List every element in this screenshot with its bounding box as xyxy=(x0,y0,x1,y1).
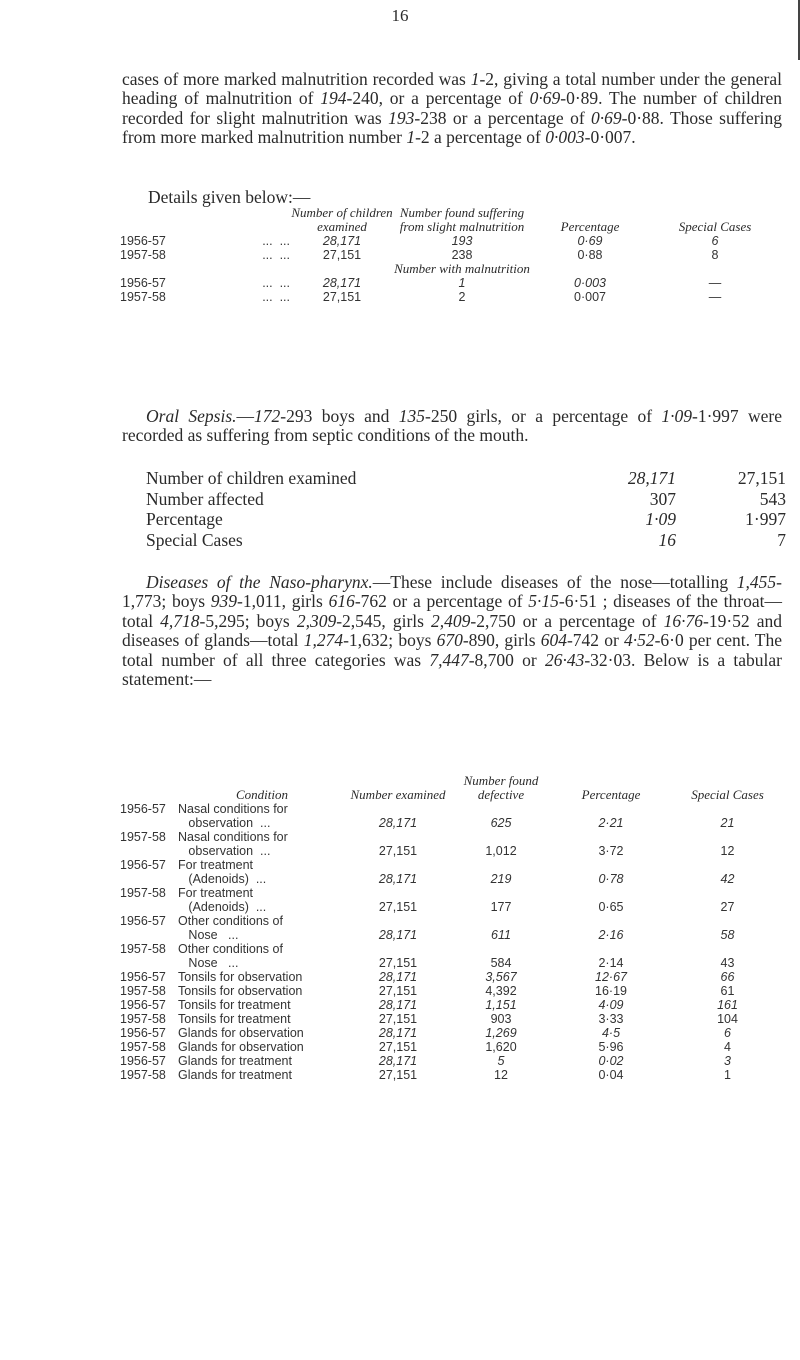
table-row: 1957-58 Glands for treatment 27,151 12 0·04 1 xyxy=(120,1068,731,1082)
table-row: Special Cases 16 7 xyxy=(146,529,786,550)
condition-cell: Nasal conditions for observation ... xyxy=(178,802,288,830)
table-row: 1957-58 ... ... 27,151 238 0·88 8 xyxy=(120,248,719,262)
header-found-slight: Number found suffering from slight malnutrition xyxy=(399,205,525,234)
table-row: Number affected 307 543 xyxy=(146,488,786,509)
condition-cell: Tonsils for observation xyxy=(178,984,303,998)
condition-cell: Glands for treatment xyxy=(178,1054,292,1068)
intro-paragraph: cases of more marked malnutrition recorded was 1-2, giving a total number under the general heading of malnutrition of 194-240, or a percentage of 0·69-0·89. The number of children recorded for slight malnutrition was 193-238 or a percentage of 0·69-0·88. Those suffering from more marked malnutrition number 1-2 a percentage of 0·003-0·007. xyxy=(122,69,783,148)
header-number-found-defective: Number found defective xyxy=(463,773,539,802)
condition-cell: Nasal conditions for observation ... xyxy=(178,830,288,858)
oral-sepsis-table xyxy=(146,468,786,550)
condition-cell: Tonsils for treatment xyxy=(178,998,291,1012)
subheader-with-malnutrition: Number with malnutrition xyxy=(394,261,530,276)
table-row: 1956-57 ... ... 28,171 193 0·69 6 xyxy=(120,234,719,248)
condition-cell: For treatment (Adenoids) ... xyxy=(178,858,267,886)
table-row: 1957-58 Nasal conditions for observation ... 27,151 1,012 3·72 12 xyxy=(120,830,735,858)
page-number: 16 xyxy=(391,6,409,25)
table-row: Number of children examined 28,171 27,151 xyxy=(146,468,786,488)
header-examined: Number of children examined xyxy=(291,205,393,234)
table-row: 1957-58 For treatment (Adenoids) ... 27,151 177 0·65 27 xyxy=(120,886,735,914)
condition-cell: Other conditions of Nose ... xyxy=(178,942,283,970)
header-condition: Condition xyxy=(235,787,288,802)
table-row: 1957-58 Other conditions of Nose ... 27,151 584 2·14 43 xyxy=(120,942,735,970)
table-row: 1956-57 ... ... 28,171 1 0·003 — xyxy=(120,276,722,290)
condition-table xyxy=(120,760,785,1082)
header-special: Special Cases xyxy=(678,219,752,234)
table-row: 1957-58 Tonsils for observation 27,151 4,392 16·19 61 xyxy=(120,984,735,998)
condition-cell: Glands for observation xyxy=(178,1026,304,1040)
condition-cell: Glands for treatment xyxy=(178,1068,292,1082)
header-percentage: Percentage xyxy=(560,219,620,234)
table-row: 1957-58 Glands for observation 27,151 1,620 5·96 4 xyxy=(120,1040,731,1054)
condition-cell: Tonsils for treatment xyxy=(178,1012,291,1026)
oral-sepsis-paragraph: Oral Sepsis.—172-293 boys and 135-250 girls, or a percentage of 1·09-1·997 were recorded as suffering from septic conditions of the mouth. xyxy=(122,406,783,446)
table-row: 1957-58 Tonsils for treatment 27,151 903 3·33 104 xyxy=(120,1012,738,1026)
header-number-examined: Number examined xyxy=(350,787,446,802)
header-percentage: Percentage xyxy=(581,787,641,802)
condition-cell: Tonsils for observation xyxy=(178,970,303,984)
table-row: 1957-58 ... ... 27,151 2 0·007 — xyxy=(120,290,722,304)
section-title: Oral Sepsis. xyxy=(146,406,237,426)
details-label: Details given below:— xyxy=(148,187,311,207)
table-row: 1956-57 Glands for observation 28,171 1,269 4·5 6 xyxy=(120,1026,731,1040)
table-row: 1956-57 Glands for treatment 28,171 5 0·02 3 xyxy=(120,1054,731,1068)
header-special-cases: Special Cases xyxy=(691,787,764,802)
malnutrition-table xyxy=(120,206,780,304)
table-row: 1956-57 Nasal conditions for observation ... 28,171 625 2·21 21 xyxy=(120,802,735,830)
table-row: 1956-57 Tonsils for observation 28,171 3,567 12·67 66 xyxy=(120,970,735,984)
table-row: 1956-57 For treatment (Adenoids) ... 28,171 219 0·78 42 xyxy=(120,858,735,886)
table-row: Percentage 1·09 1·997 xyxy=(146,509,786,529)
condition-cell: Glands for observation xyxy=(178,1040,304,1054)
section-title: Diseases of the Naso-pharynx. xyxy=(146,572,373,592)
condition-cell: Other conditions of Nose ... xyxy=(178,914,283,942)
table-row: 1956-57 Other conditions of Nose ... 28,171 611 2·16 58 xyxy=(120,914,735,942)
condition-cell: For treatment (Adenoids) ... xyxy=(178,886,267,914)
table-row: 1956-57 Tonsils for treatment 28,171 1,151 4·09 161 xyxy=(120,998,738,1012)
naso-pharynx-paragraph: Diseases of the Naso-pharynx.—These include diseases of the nose—totalling 1,455-1,773; boys 939-1,011, girls 616-762 or a percentage of 5·15-6·51 ; diseases of the throat—total 4,718-5,295; boys 2,309-2,545, girls 2,409-2,750 or a percentage of 16·76-19·52 and diseases of glands—total 1,274-1,632; boys 670-890, girls 604-742 or 4·52-6·0 per cent. The total number of all three categories was 7,447-8,700 or 26·43-32·03. Below is a tabular statement:— xyxy=(122,572,783,690)
